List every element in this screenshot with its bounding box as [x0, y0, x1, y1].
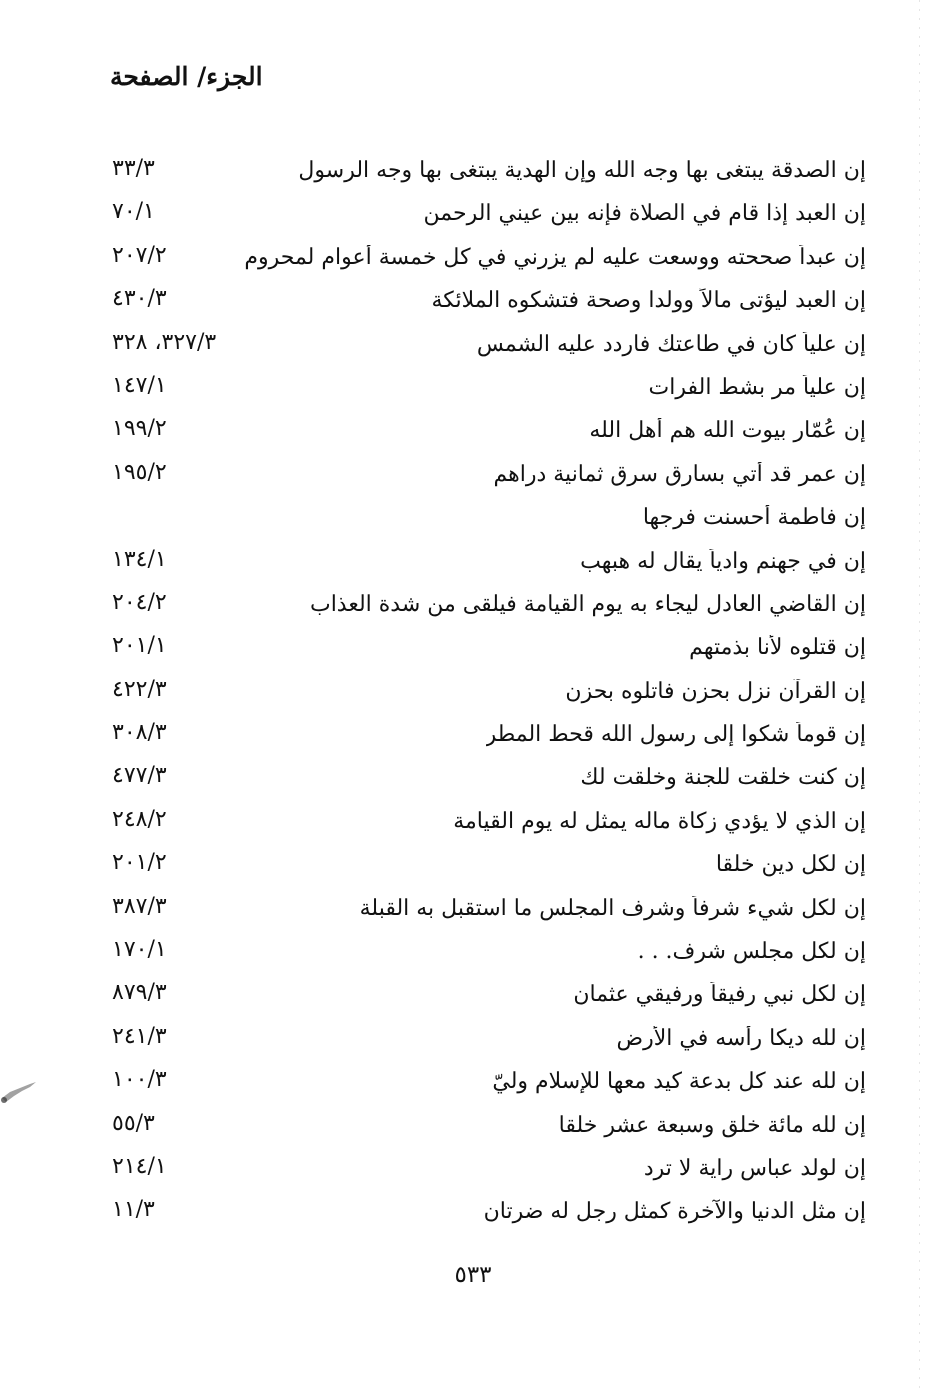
entry-reference: ١٤٧/١: [112, 372, 167, 398]
entry-text: إن لله ديكا رأسه في الأرض: [616, 1025, 866, 1051]
entry-text: إن عُمّار بيوت الله هم أهل الله: [589, 418, 866, 444]
index-entry-row: [0, 1111, 946, 1154]
index-entry-row: [0, 850, 946, 893]
entry-text: إن لله مائة خلق وسبعة عشر خلقا: [558, 1112, 866, 1138]
entry-text: إن الذي لا يؤدي زكاة ماله يمثل له يوم القيامة: [453, 808, 866, 834]
entry-text: إن عمر قد أُتي بسارق سرق ثمانية دراهم: [493, 461, 866, 487]
entry-text: إن عبداً صححته ووسعت عليه لم يزرني في كل خمسة أعوام لمحروم: [244, 244, 866, 270]
entry-text: إن الصدقة يبتغى بها وجه الله وإن الهدية يبتغى بها وجه الرسول: [298, 158, 866, 183]
entry-text: إن علياً كان في طاعتك فاردد عليه الشمس: [476, 331, 866, 357]
scan-edge-line: [919, 0, 920, 1393]
entry-reference: ٢٠١/٢: [112, 850, 167, 876]
entry-reference: ٣٢٧/٣، ٣٢٨: [112, 329, 217, 355]
entry-reference: ١٩٩/٢: [112, 416, 167, 442]
entries-list: [0, 156, 946, 1241]
index-entry-row: [0, 156, 946, 199]
entry-reference: ٤٣٠/٣: [112, 286, 167, 312]
entry-reference: ٢٤٨/٢: [112, 806, 167, 832]
scan-speck-mark: [0, 1076, 38, 1106]
index-entry-row: [0, 330, 946, 373]
entry-reference: ٢٠١/١: [112, 633, 167, 659]
column-header: الجزء/ الصفحة: [110, 62, 263, 91]
entry-reference: ٢٠٧/٢: [112, 242, 167, 268]
index-entry-row: [0, 677, 946, 720]
entry-reference: ٣٨٧/٣: [112, 893, 167, 919]
entry-text: إن لكل دين خلقا: [715, 852, 866, 878]
entry-reference: ١٠٠/٣: [112, 1067, 167, 1093]
index-entry-row: [0, 503, 946, 546]
entry-text: إن فاطمة أحسنت فرجها: [642, 505, 866, 531]
entry-reference: ١١/٣: [112, 1197, 155, 1223]
entry-text: إن كنت خلقت للجنة وخلقت لك: [580, 765, 866, 791]
entry-reference: ٧٠/١: [112, 199, 155, 225]
entry-reference: ٢١٤/١: [112, 1153, 167, 1179]
entry-reference: ٢٠٤/٢: [112, 589, 167, 615]
entry-text: إن لولد عباس راية لا ترد: [643, 1155, 866, 1181]
index-entry-row: [0, 1024, 946, 1067]
entry-text: إن العبد ليؤتى مالاً وولدا وصحة فتشكوه الملائكة: [431, 288, 866, 314]
entry-text: إن في جهنم وادياً يقال له هبهب: [580, 548, 866, 574]
entry-reference: ١٩٥/٢: [112, 459, 167, 485]
entry-reference: ٨٧٩/٣: [112, 980, 167, 1006]
index-entry-row: [0, 1154, 946, 1197]
index-entry-row: [0, 1197, 946, 1240]
index-entry-row: [0, 980, 946, 1023]
index-entry-row: [0, 1067, 946, 1110]
index-entry-row: [0, 590, 946, 633]
page-number: ٥٣٣: [454, 1262, 492, 1288]
index-entry-row: [0, 416, 946, 459]
entry-reference: ٤٧٧/٣: [112, 763, 167, 789]
entry-reference: ٣٣/٣: [112, 156, 155, 181]
entry-reference: ٣٠٨/٣: [112, 720, 167, 746]
index-entry-row: [0, 720, 946, 763]
entry-text: إن قتلوه لأنا بذمتهم: [689, 635, 866, 661]
index-entry-row: [0, 937, 946, 980]
index-entry-row: [0, 763, 946, 806]
entry-text: إن لكل شيء شرفاً وشرف المجلس ما استقبل به القبلة: [359, 895, 866, 921]
entry-text: إن القرآن نزل بحزن فاتلوه بحزن: [565, 678, 866, 704]
entry-reference: ٢٤١/٣: [112, 1023, 167, 1049]
entry-text: إن علياً مر بشط الفرات: [648, 374, 866, 400]
index-entry-row: [0, 243, 946, 286]
entry-reference: ٥٥/٣: [112, 1110, 155, 1136]
index-entry-row: [0, 807, 946, 850]
index-entry-row: [0, 894, 946, 937]
index-entry-row: [0, 199, 946, 242]
index-entry-row: [0, 460, 946, 503]
entry-text: إن لكل مجلس شرف. . .: [637, 939, 866, 965]
entry-reference: ٤٢٢/٣: [112, 676, 167, 702]
index-entry-row: [0, 286, 946, 329]
index-entry-row: [0, 547, 946, 590]
entry-text: إن العبد إذا قام في الصلاة فإنه بين عيني الرحمن: [423, 201, 866, 227]
entry-text: إن مثل الدنيا والآخرة كمثل رجل له ضرتان: [483, 1199, 866, 1225]
index-entry-row: [0, 373, 946, 416]
entry-text: إن قوماً شكوا إلى رسول الله قحط المطر: [485, 722, 866, 748]
entry-text: إن القاضي العادل ليجاء به يوم القيامة فيلقى من شدة العذاب: [309, 591, 866, 617]
entry-text: إن لكل نبي رفيقاً ورفيقي عثمان: [573, 982, 866, 1008]
entry-text: إن لله عند كل بدعة كيد معها للإسلام وليّ: [492, 1069, 866, 1095]
entry-reference: ١٣٤/١: [112, 546, 167, 572]
entry-reference: ١٧٠/١: [112, 937, 167, 963]
index-entry-row: [0, 633, 946, 676]
